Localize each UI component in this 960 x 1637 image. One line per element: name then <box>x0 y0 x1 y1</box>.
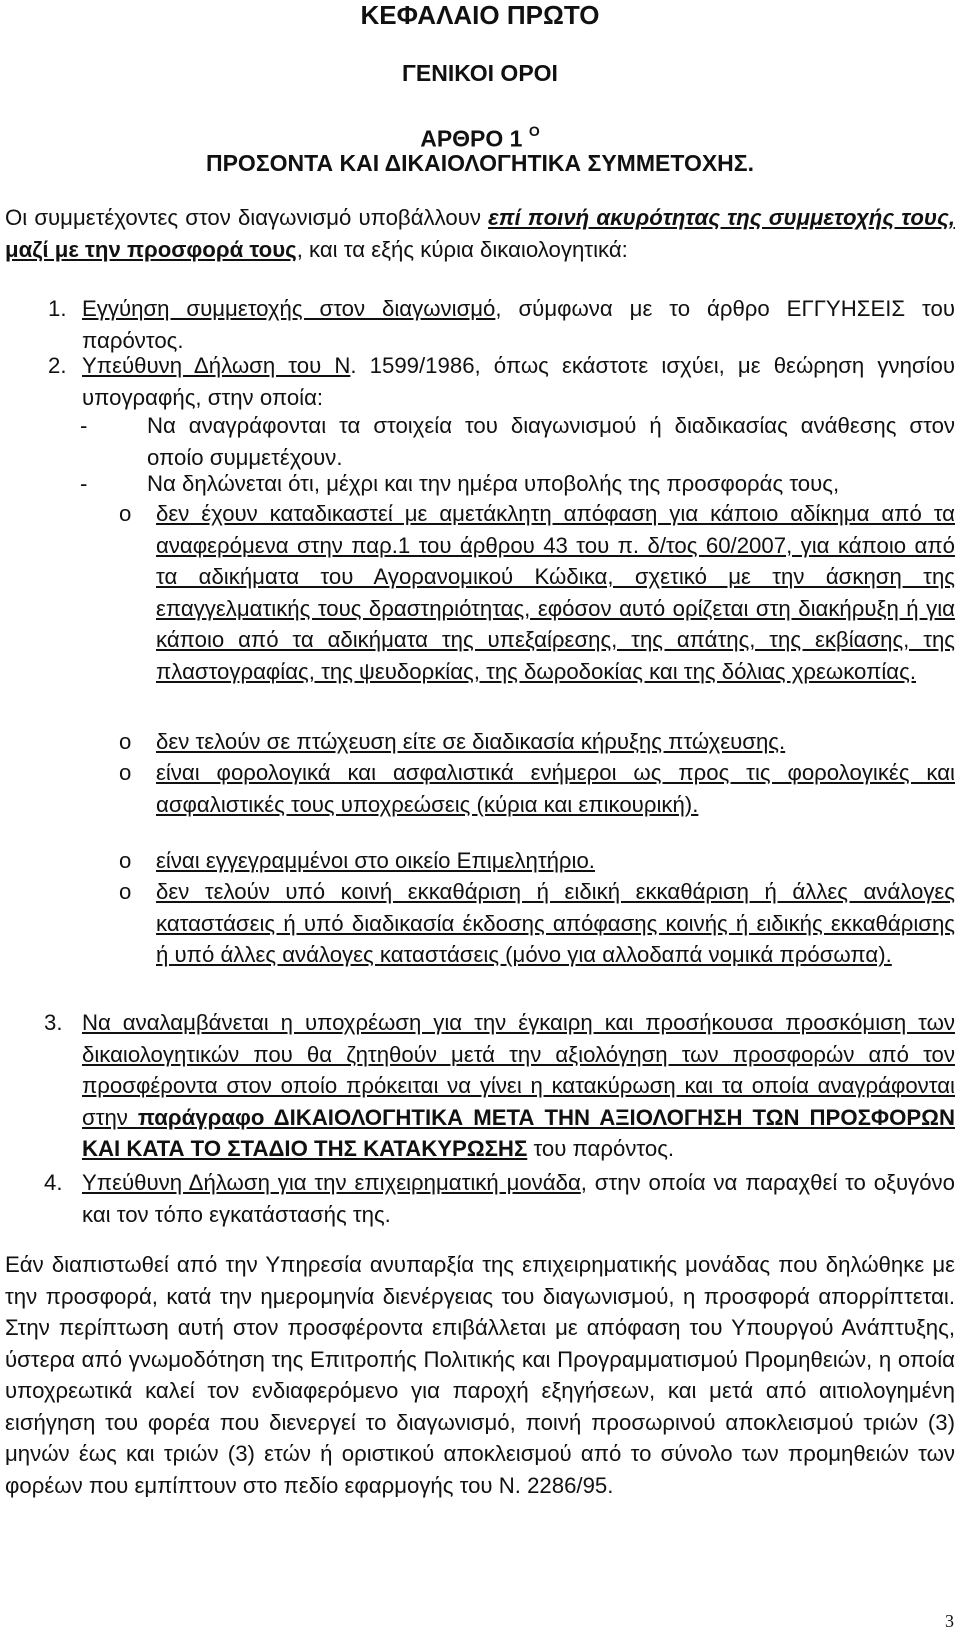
item-1-text: , σύμφωνα με το άρθρο ΕΓΓΥΗΣΕΙΣ του παρόντος. <box>82 296 955 353</box>
item-3-bold: παράγραφο ΔΙΚΑΙΟΛΟΓΗΤΙΚΑ ΜΕΤΑ ΤΗΝ ΑΞΙΟΛΟΓΗΣΗ ΤΩΝ ΠΡΟΣΦΟΡΩΝ ΚΑΙ ΚΑΤΑ ΤΟ ΣΤΑΔΙΟ ΤΗΣ ΚΑΤΑΚΥΡΩΣΗΣ <box>82 1104 955 1161</box>
intro-text-a: Οι συμμετέχοντες στον διαγωνισμό υποβάλλουν <box>5 205 489 230</box>
item-2 <box>82 350 955 413</box>
article-title: ΠΡΟΣΟΝΤΑ ΚΑΙ ΔΙΚΑΙΟΛΟΓΗΤΙΚΑ ΣΥΜΜΕΤΟΧΗΣ. <box>205 150 754 176</box>
item-number-4: 4. <box>44 1170 63 1195</box>
intro-text-e: , και τα εξής κύρια δικαιολογητικά: <box>296 236 628 262</box>
item-number-3: 3. <box>44 1010 63 1035</box>
bullet-item-5: δεν τελούν υπό κοινή εκκαθάριση ή ειδική εκκαθάριση ή άλλες ανάλογες καταστάσεις ή υπό διαδικασία έκδοσης απόφασης κοινής ή ειδικής εκκαθάρισης ή υπό άλλες ανάλογες καταστάσεις (μόνο για αλλοδαπά νομικά πρόσωπα). <box>156 879 955 967</box>
chapter-title: ΚΕΦΑΛΑΙΟ ΠΡΩΤΟ <box>360 0 600 30</box>
intro-emphasis: επί ποινή ακυρότητας της συμμετοχής τους, <box>488 205 956 230</box>
dash-marker: - <box>80 471 88 496</box>
item-1 <box>82 293 955 356</box>
item-1-underlined: Εγγύηση συμμετοχής στον διαγωνισμό <box>82 296 496 321</box>
item-4-underlined: Υπεύθυνη Δήλωση για την επιχειρηματική μονάδα <box>82 1170 581 1195</box>
intro-paragraph <box>5 202 955 265</box>
bullet-marker: o <box>119 848 132 873</box>
item-3-tail: του παρόντος. <box>527 1136 675 1161</box>
item-4-text: , στην οποία να παραχθεί το οξυγόνο και τον τόπο εγκατάστασής της. <box>82 1170 955 1227</box>
bullet-item-4: είναι εγγεγραμμένοι στο οικείο Επιμελητήριο. <box>156 848 595 873</box>
bullet-item-3: είναι φορολογικά και ασφαλιστικά ενήμεροι ως προς τις φορολογικές και ασφαλιστικές τους υποχρεώσεις (κύρια και επικουρική). <box>156 760 955 817</box>
bullet-item-2: δεν τελούν σε πτώχευση είτε σε διαδικασία κήρυξης πτώχευσης. <box>156 729 786 754</box>
item-2-text: . 1599/1986, όπως εκάστοτε ισχύει, με θεώρηση γνησίου υπογραφής, στην οποία: <box>82 353 956 410</box>
item-number-2: 2. <box>48 353 67 378</box>
bullet-item-1: δεν έχουν καταδικαστεί με αμετάκλητη απόφαση για κάποιο αδίκημα από τα αναφερόμενα στην παρ.1 του άρθρου 43 του π. δ/τος 60/2007, για κάποιο από τα αδικήματα του Αγορανομικού Κώδικα, σχετικό με την άσκηση της επαγγελματικής τους δραστηριότητας, εφόσον αυτό ορίζεται στη διακήρυξη ή για κάποιο από τα αδικήματα της υπεξαίρεσης, της απάτης, της εκβίασης, της πλαστογραφίας, της ψευδορκίας, της δωροδοκίας και της δόλιας χρεωκοπίας. <box>156 501 955 684</box>
dash-item-2: Να δηλώνεται ότι, μέχρι και την ημέρα υποβολής της προσφοράς τους, <box>147 471 840 496</box>
page-number: 3 <box>945 1611 954 1631</box>
bullet-marker: o <box>119 760 132 785</box>
intro-bold: μαζί με την προσφορά τους <box>5 236 297 262</box>
item-3-underlined: Να αναλαμβάνεται η υποχρέωση για την έγκαιρη και προσήκουσα προσκόμιση των δικαιολογητικών που θα ζητηθούν μετά την αξιολόγηση των προσφορών από τον προσφέροντα στον οποίο πρόκειται να γίνει η κατακύρωση και τα οποία αναγράφονται στην <box>82 1010 955 1130</box>
article-superscript: Ο <box>528 123 540 139</box>
item-4 <box>82 1167 955 1230</box>
item-number-1: 1. <box>48 296 67 321</box>
dash-item-1: Να αναγράφονται τα στοιχεία του διαγωνισμού ή διαδικασίας ανάθεσης στον οποίο συμμετέχουν. <box>147 413 955 470</box>
item-2-underlined: Υπεύθυνη Δήλωση του Ν <box>82 353 351 378</box>
section-title: ΓΕΝΙΚΟΙ ΟΡΟΙ <box>402 60 558 86</box>
bullet-marker: o <box>119 879 132 904</box>
dash-marker: - <box>80 413 88 438</box>
item-3 <box>82 1007 955 1165</box>
final-paragraph: Εάν διαπιστωθεί από την Υπηρεσία ανυπαρξία της επιχειρηματικής μονάδας που δηλώθηκε με την προσφορά, κατά την ημερομηνία διενέργειας του διαγωνισμού, η προσφορά απορρίπτεται. Στην περίπτωση αυτή στον προσφέροντα επιβάλλεται με απόφαση του Υπουργού Ανάπτυξης, ύστερα από γνωμοδότηση της Επιτροπής Πολιτικής και Προγραμματισμού Προμηθειών, η οποία υποχρεωτικά καλεί τον ενδιαφερόμενο για παροχή εξηγήσεων, και μετά από αιτιολογημένη εισήγηση του φορέα που διενεργεί το διαγωνισμό, ποινή προσωρινού αποκλεισμού τριών (3) μηνών έως και τριών (3) ετών ή οριστικού αποκλεισμού από το σύνολο των προμηθειών των φορέων που εμπίπτουν στο πεδίο εφαρμογής του Ν. 2286/95. <box>5 1252 955 1498</box>
bullet-marker: o <box>119 501 132 526</box>
bullet-marker: o <box>119 729 132 754</box>
article-label: ΑΡΘΡΟ 1 <box>420 125 523 152</box>
